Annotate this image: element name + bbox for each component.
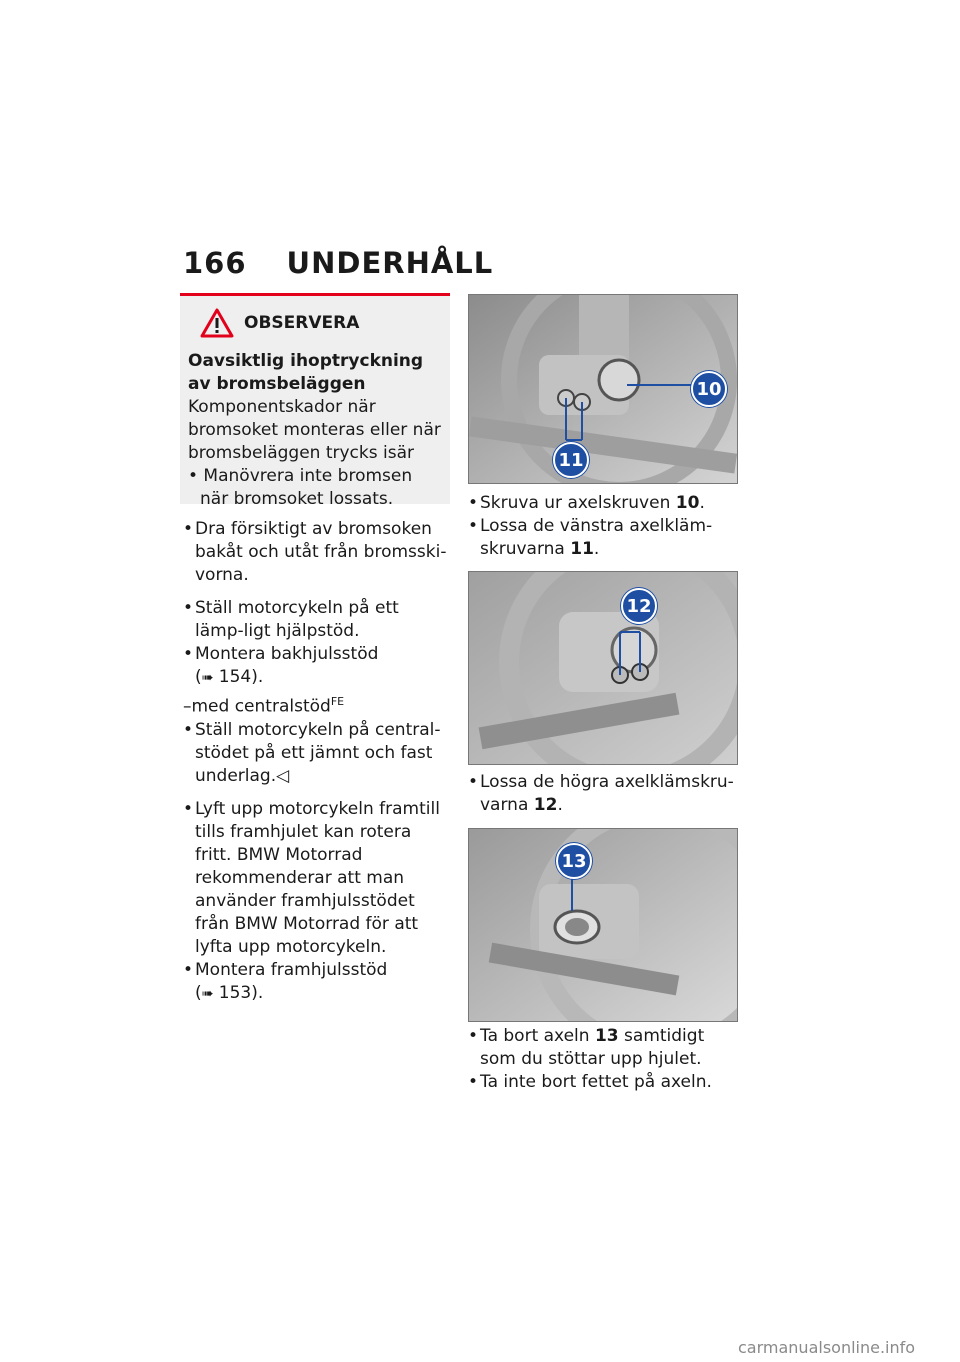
page-header [183,246,493,280]
watermark: carmanualsonline.info [738,1338,916,1357]
right-steps-1 [468,492,738,561]
step-left-clamps: • Lossa de vänstra axelkläm-skruvarna 11. [468,515,738,561]
page-title: UNDERHÅLL [286,246,494,280]
step-axle-bolt: • Skruva ur axelskruven 10. [468,492,738,515]
warning-title: OBSERVERA [244,313,360,333]
left-column [183,518,451,1006]
step-lift-front: • Lyft upp motorcykeln framtill tills framhjulet kan rotera fritt. BMW Motorrad rekommenderar att man använder framhjulsstödet från BMW Motorrad för att lyfta upp motorcykeln. [183,798,451,959]
page-ref: 154 [218,667,252,687]
callout-11: 11 [553,442,589,478]
photo-axle-bolt [468,294,738,484]
warning-body: Komponentskador när bromsoket monteras eller när bromsbeläggen trycks isär [188,397,441,463]
right-steps-2 [468,771,738,817]
step-support: • Ställ motorcykeln på ett lämp-ligt hjälpstöd. [183,597,451,643]
step-remove-axle: • Ta bort axeln 13 samtidigt som du stöttar upp hjulet. [468,1025,738,1071]
page-number: 166 [183,246,247,280]
step-remove-caliper: • Dra försiktigt av bromsoken bakåt och utåt från bromsski-vorna. [183,518,451,587]
right-steps-3 [468,1025,738,1094]
step-center-stand: • Ställ motorcykeln på central-stödet på ett jämnt och fast underlag.◁ [183,719,451,788]
callout-10: 10 [691,371,727,407]
page-ref: 153 [218,982,252,1003]
step-front-stand: • Montera framhjulsstöd (➠ 153). [183,959,451,1006]
photo-remove-axle [468,828,738,1022]
condition-line: –med centralstöd$^{FE}$ [183,695,345,717]
warning-box [180,296,450,509]
warning-triangle-icon [200,308,234,338]
step-keep-grease: • Ta inte bort fettet på axeln. [468,1071,738,1094]
arrow-ref-icon: ➠ [201,670,214,686]
warning-item: • Manövrera inte bromsen när bromsoket lossats. [188,466,413,509]
step-right-clamps: • Lossa de högra axelklämskru-varna 12. [468,771,738,817]
callout-13: 13 [556,843,592,879]
arrow-ref-icon: ➠ [201,985,214,1002]
step-rear-stand: • Montera bakhjulsstöd (➠ 154). [183,643,451,690]
callout-12: 12 [621,588,657,624]
photo-right-clamps [468,571,738,765]
warning-heading: Oavsiktlig ihoptryckning av bromsbeläggen [188,351,424,394]
